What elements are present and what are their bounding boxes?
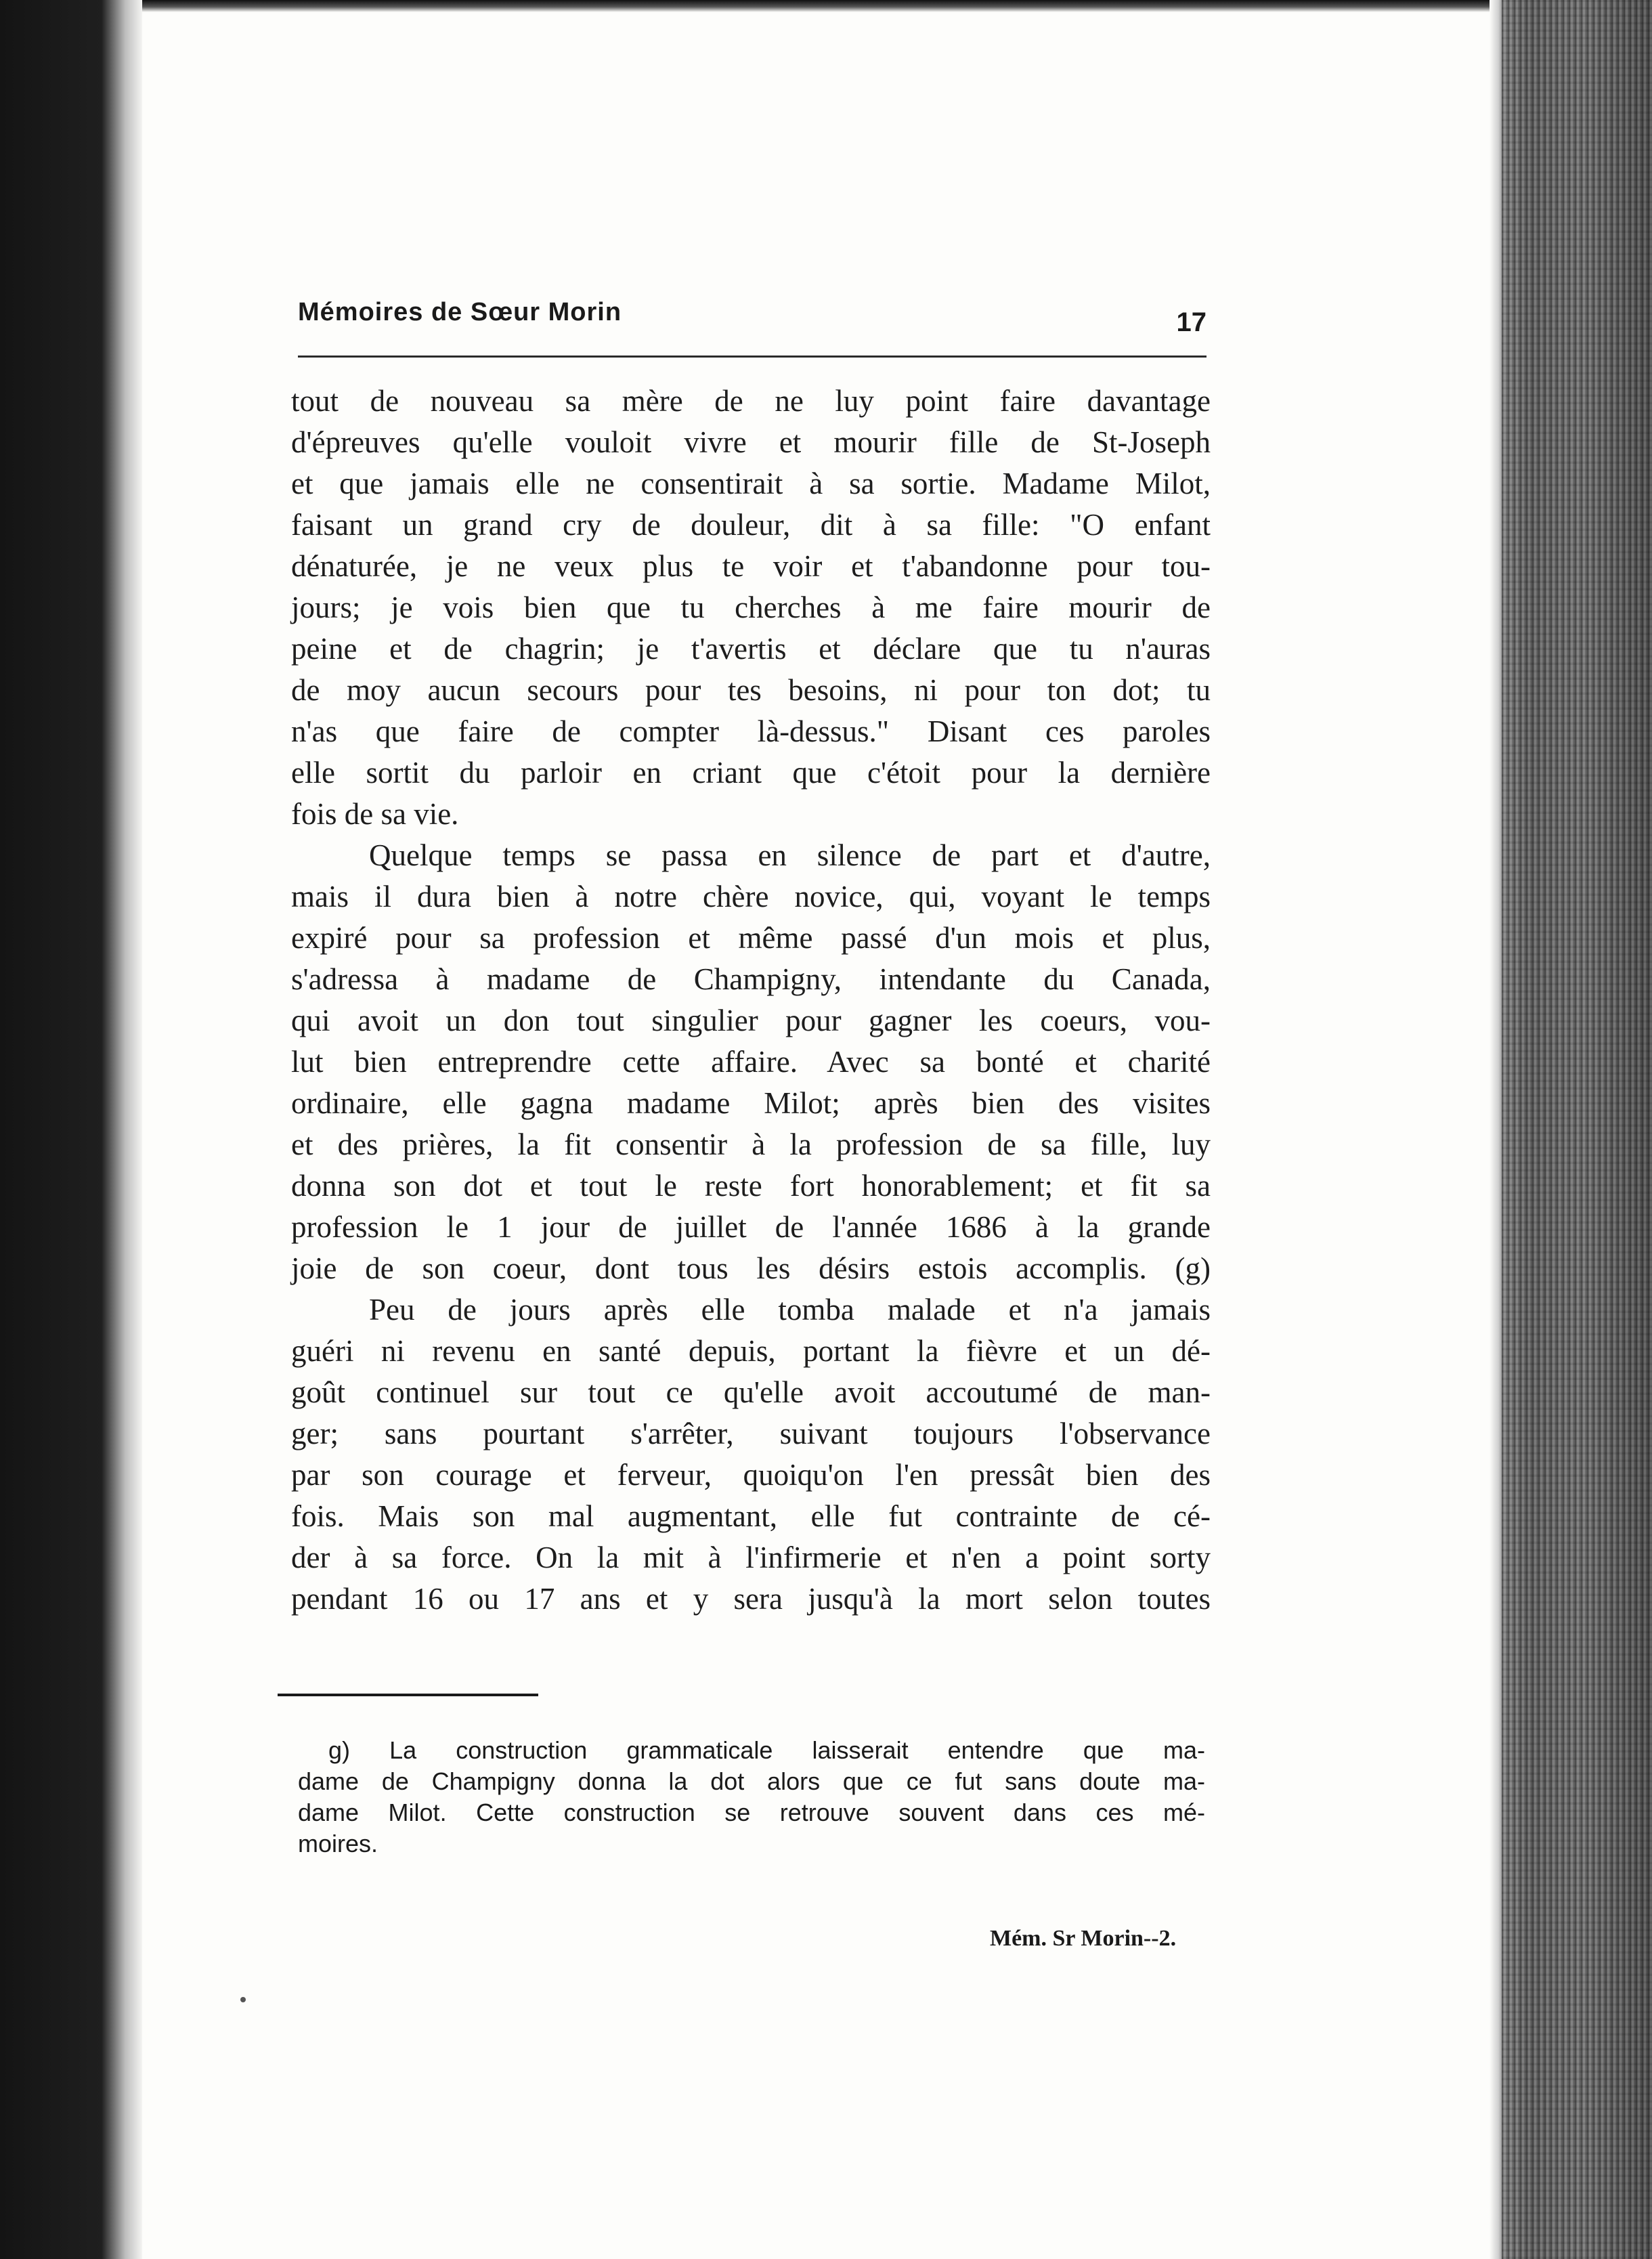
body-line: fois. Mais son mal augmentant, elle fut contrainte de cé- <box>291 1499 1211 1533</box>
body-line: d'épreuves qu'elle vouloit vivre et mourir fille de St-Joseph <box>291 425 1211 459</box>
body-line: qui avoit un don tout singulier pour gagner les coeurs, vou- <box>291 1004 1211 1037</box>
body-line: mais il dura bien à notre chère novice, qui, voyant le temps <box>291 880 1211 913</box>
body-line: profession le 1 jour de juillet de l'année 1686 à la grande <box>291 1210 1211 1244</box>
footnote-line: g) La construction grammaticale laisserait entendre que ma- <box>328 1736 1205 1764</box>
body-line: expiré pour sa profession et même passé d'un mois et plus, <box>291 921 1211 955</box>
body-line: joie de son coeur, dont tous les désirs estois accomplis. (g) <box>291 1251 1211 1285</box>
page-number: 17 <box>1176 307 1207 337</box>
body-line: Peu de jours après elle tomba malade et n'a jamais <box>369 1293 1211 1327</box>
body-line: et que jamais elle ne consentirait à sa sortie. Madame Milot, <box>291 467 1211 500</box>
body-line: s'adressa à madame de Champigny, intendante du Canada, <box>291 962 1211 996</box>
body-line: goût continuel sur tout ce qu'elle avoit accoutumé de man- <box>291 1375 1211 1409</box>
footnote-line: dame de Champigny donna la dot alors que ce fut sans doute ma- <box>298 1767 1205 1795</box>
body-line: tout de nouveau sa mère de ne luy point faire davantage <box>291 384 1211 418</box>
body-line: par son courage et ferveur, quoiqu'on l'en pressât bien des <box>291 1458 1211 1492</box>
footnote-line: moires. <box>298 1830 378 1857</box>
footnote <box>298 1735 1205 1859</box>
body-line: pendant 16 ou 17 ans et y sera jusqu'à la mort selon toutes <box>291 1582 1211 1616</box>
body-line: ordinaire, elle gagna madame Milot; après bien des visites <box>291 1086 1211 1120</box>
body-line: elle sortit du parloir en criant que c'étoit pour la dernière <box>291 756 1211 790</box>
body-text <box>291 381 1211 1620</box>
body-line: guéri ni revenu en santé depuis, portant la fièvre et un dé- <box>291 1334 1211 1368</box>
scan-speck <box>240 1997 246 2002</box>
body-line: der à sa force. On la mit à l'infirmerie et n'en a point sorty <box>291 1541 1211 1574</box>
body-line: peine et de chagrin; je t'avertis et déclare que tu n'auras <box>291 632 1211 666</box>
footnote-rule <box>278 1694 538 1696</box>
body-line: n'as que faire de compter là-dessus." Disant ces paroles <box>291 714 1211 748</box>
body-line: Quelque temps se passa en silence de part et d'autre, <box>369 838 1211 872</box>
signature-mark: Mém. Sr Morin--2. <box>990 1926 1177 1951</box>
header-rule <box>298 356 1207 358</box>
body-line: donna son dot et tout le reste fort honorablement; et fit sa <box>291 1169 1211 1203</box>
body-line: de moy aucun secours pour tes besoins, ni pour ton dot; tu <box>291 673 1211 707</box>
scan-right-page-stack <box>1502 0 1652 2259</box>
body-line: et des prières, la fit consentir à la profession de sa fille, luy <box>291 1127 1211 1161</box>
body-line: lut bien entreprendre cette affaire. Avec sa bonté et charité <box>291 1045 1211 1079</box>
running-title: Mémoires de Sœur Morin <box>298 298 622 326</box>
scan-top-edge <box>0 0 1652 12</box>
footnote-line: dame Milot. Cette construction se retrouve souvent dans ces mé- <box>298 1799 1205 1826</box>
body-line: dénaturée, je ne veux plus te voir et t'abandonne pour tou- <box>291 549 1211 583</box>
scan-left-margin <box>0 0 142 2259</box>
body-line: fois de sa vie. <box>291 797 459 831</box>
body-line: jours; je vois bien que tu cherches à me faire mourir de <box>291 590 1211 624</box>
body-line: ger; sans pourtant s'arrêter, suivant toujours l'observance <box>291 1417 1211 1450</box>
body-line: faisant un grand cry de douleur, dit à sa fille: "O enfant <box>291 508 1211 542</box>
page-header <box>298 298 1207 352</box>
